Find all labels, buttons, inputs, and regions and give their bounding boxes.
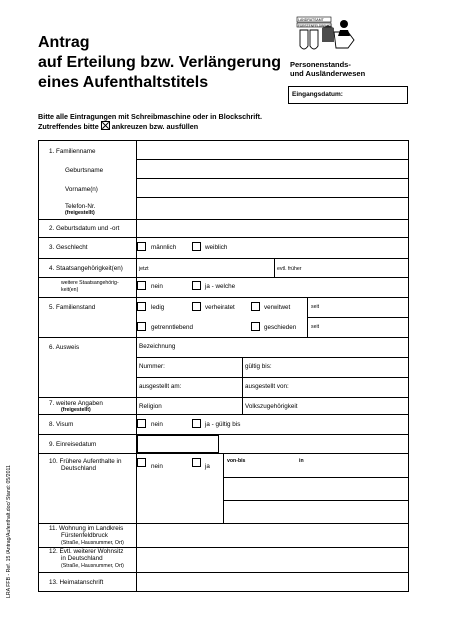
label-telefon: Telefon-Nr. [65, 203, 96, 210]
checkbox-weiblich[interactable] [192, 242, 201, 251]
row-line [39, 258, 409, 259]
row-line [39, 523, 409, 524]
office-name [290, 60, 365, 78]
row-line [136, 178, 409, 179]
label-staatsangehoerigkeit: 4. Staatsangehörigkeit(en) [49, 265, 123, 272]
label-jetzt: jetzt [139, 266, 149, 272]
instructions-line-1: Bitte alle Eintragungen mit Schreibmaschine oder in Blockschrift. [38, 112, 263, 121]
label-volkszugehoerigkeit: Volkszugehörigkeit [245, 403, 298, 410]
label-wohnsitz-1: 12. Evtl. weiterer Wohnsitz [49, 548, 124, 555]
row-line [39, 237, 409, 238]
label-heimatanschrift: 13. Heimatanschrift [49, 579, 104, 586]
row-line [136, 377, 409, 378]
checkbox-getrennt[interactable] [137, 322, 146, 331]
label-einreisedatum: 9. Einreisedatum [49, 441, 97, 448]
title-line-3: eines Aufenthaltstitels [38, 74, 209, 91]
label-visum-ja-gueltig: ja - gültig bis [205, 421, 241, 428]
checkbox-verwitwet[interactable] [251, 302, 260, 311]
label-ausgestellt-am: ausgestellt am: [139, 383, 182, 390]
instructions [38, 112, 262, 131]
col-line [274, 258, 275, 277]
instructions-line-2b: ankreuzen bzw. ausfüllen [111, 122, 199, 131]
label-weitere-sa-1: weitere Staatsangehörig- [61, 280, 119, 286]
label-geburtsname: Geburtsname [65, 167, 104, 174]
label-aufenthalt-nein: nein [151, 463, 163, 470]
label-wohnung-1: 11. Wohnung im Landkreis [49, 525, 124, 532]
label-geschlecht: 3. Geschlecht [49, 244, 88, 251]
label-getrennt: getrenntlebend [151, 324, 194, 331]
label-wohnsitz-3: (Straße, Hausnummer, Ort) [61, 563, 124, 569]
label-verheiratet: verheiratet [205, 304, 235, 311]
label-maennlich: männlich [151, 244, 177, 251]
title-line-1: Antrag [38, 34, 90, 51]
side-reference-text: LRA FFB - Ref. 15 /Antrag/Aufenthalt.doc/ Stand: 05/2011 [6, 465, 12, 598]
label-sa-ja-welche: ja - welche [205, 283, 236, 290]
label-ausgestellt-von: ausgestellt von: [245, 383, 289, 390]
label-aufenthalt-ja: ja [205, 463, 210, 470]
checkbox-ledig[interactable] [137, 302, 146, 311]
label-ledig: ledig [151, 304, 165, 311]
label-fruehere-aufenthalte-2: Deutschland [61, 465, 97, 472]
label-wohnung-2: Fürstenfeldbruck [61, 532, 108, 539]
label-verwitwet: verwitwet [264, 304, 291, 311]
label-freigestellt-2: (freigestellt) [61, 407, 91, 413]
checkbox-aufenthalt-nein[interactable] [137, 458, 146, 467]
familienname-field[interactable] [137, 141, 408, 159]
row-line [39, 277, 409, 278]
label-vorname: Vorname(n) [65, 186, 98, 193]
received-date-label: Eingangsdatum: [292, 91, 343, 98]
col-line [242, 397, 243, 414]
row-line [39, 572, 409, 573]
checkbox-visum-ja[interactable] [192, 419, 201, 428]
form-title [38, 33, 298, 93]
office-line-1: Personenstands- [290, 60, 351, 69]
row-line [307, 317, 409, 318]
label-weitere-sa-2: keit(en) [61, 287, 79, 293]
title-line-2: auf Erteilung bzw. Verlängerung [38, 54, 281, 71]
label-weitere-angaben: 7. weitere Angaben [49, 400, 103, 407]
label-seit-2: seit [311, 324, 320, 330]
label-sa-nein: nein [151, 283, 163, 290]
label-familienname: 1. Familienname [49, 148, 96, 155]
row-line [39, 397, 409, 398]
label-geschieden: geschieden [264, 324, 297, 331]
row-line [223, 477, 409, 478]
row-line [136, 357, 409, 358]
checkbox-aufenthalt-ja[interactable] [192, 458, 201, 467]
office-line-2: und Ausländerwesen [290, 69, 366, 78]
crossed-checkbox-icon [101, 121, 110, 130]
received-date-box[interactable] [288, 86, 408, 104]
row-line [223, 500, 409, 501]
label-weiblich: weiblich [205, 244, 228, 251]
label-frueher: evtl. früher [277, 266, 302, 272]
checkbox-sa-nein[interactable] [137, 281, 146, 290]
row-line [136, 197, 409, 198]
label-in: in [299, 458, 304, 464]
logo-text-2: FÜRSTENFELDBRUCK [298, 24, 333, 28]
checkbox-maennlich[interactable] [137, 242, 146, 251]
label-ausweis: 6. Ausweis [49, 344, 80, 351]
col-line [223, 453, 224, 523]
row-line [39, 297, 409, 298]
label-seit-1: seit [311, 304, 320, 310]
label-fruehere-aufenthalte-1: 10. Frühere Aufenthalte in [49, 458, 122, 465]
label-familienstand: 5. Familienstand [49, 304, 96, 311]
checkbox-verheiratet[interactable] [192, 302, 201, 311]
checkbox-geschieden[interactable] [251, 322, 260, 331]
row-line [136, 159, 409, 160]
logo-text-1: LANDRATSAMT [298, 18, 324, 22]
checkbox-sa-ja[interactable] [192, 281, 201, 290]
label-wohnung-3: (Straße, Hausnummer, Ort) [61, 540, 124, 546]
label-freigestellt-1: (freigestellt) [65, 210, 95, 216]
landratsamt-logo [296, 16, 358, 56]
row-line [39, 453, 409, 454]
einreisedatum-field[interactable] [137, 435, 219, 453]
row-line [39, 434, 409, 435]
instructions-line-2a: Zutreffendes bitte [38, 122, 99, 131]
row-line [39, 219, 409, 220]
label-visum-nein: nein [151, 421, 163, 428]
label-geburtsdatum: 2. Geburtsdatum und -ort [49, 225, 120, 232]
label-nummer: Nummer: [139, 363, 165, 370]
label-visum: 8. Visum [49, 421, 74, 428]
checkbox-visum-nein[interactable] [137, 419, 146, 428]
row-line [39, 337, 409, 338]
label-religion: Religion [139, 403, 162, 410]
label-bezeichnung: Bezeichnung [139, 343, 176, 350]
label-gueltig-bis: gültig bis: [245, 363, 272, 370]
label-von-bis: von-bis [227, 458, 246, 464]
label-wohnsitz-2: in Deutschland [61, 555, 103, 562]
application-form [38, 140, 409, 592]
row-line [39, 414, 409, 415]
